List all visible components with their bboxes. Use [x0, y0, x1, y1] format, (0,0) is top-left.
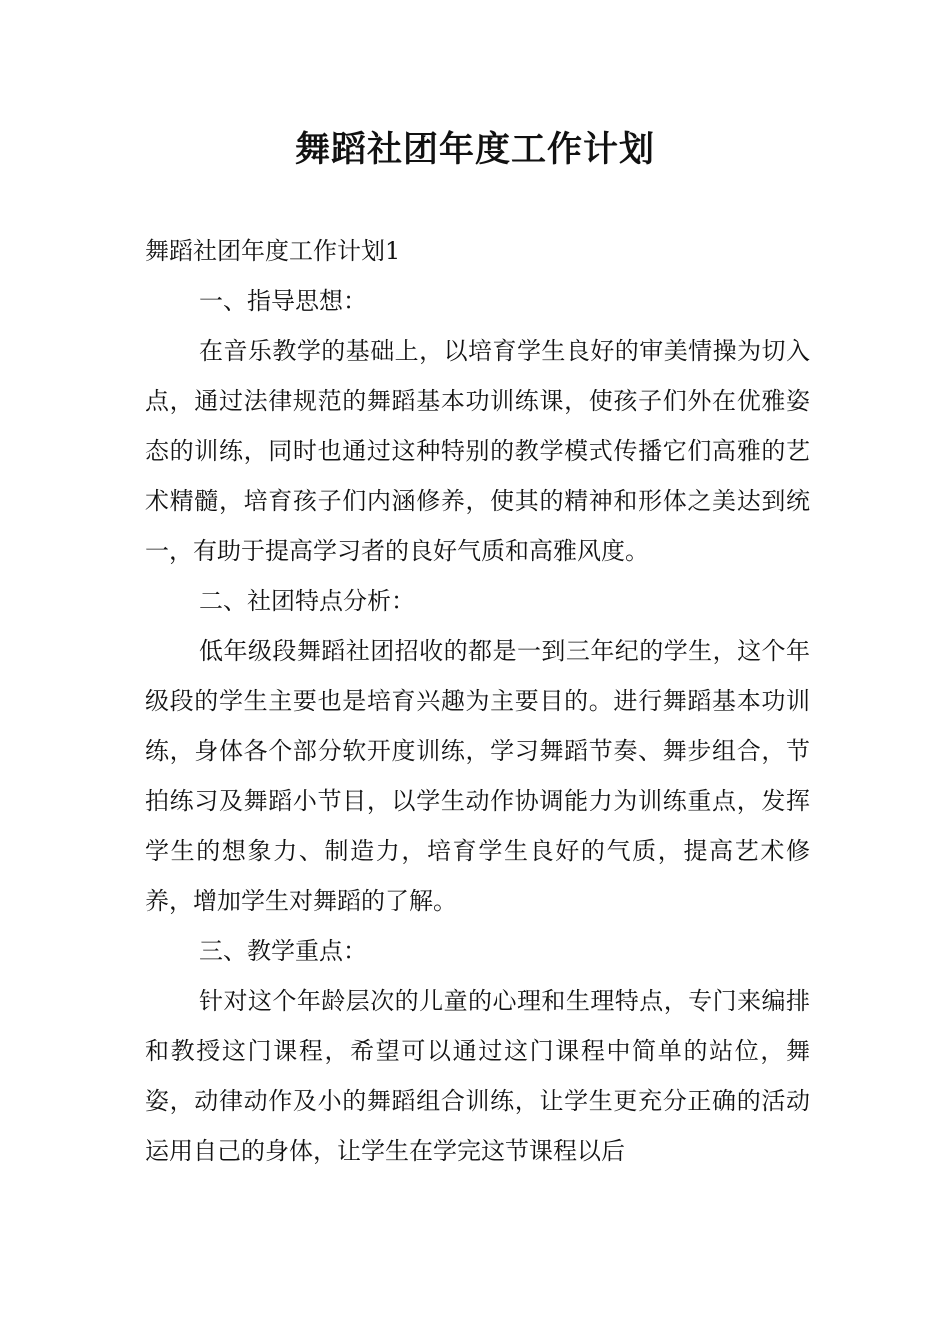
section-paragraph-guiding-ideology: 在音乐教学的基础上，以培育学生良好的审美情操为切入点，通过法律规范的舞蹈基本功训练课，使孩子们外在优雅姿态的训练，同时也通过这种特别的教学模式传播它们高雅的艺术精髓，培育孩子们内涵修养，使其的精神和形体之美达到统一，有助于提高学习者的良好气质和高雅风度。 [145, 337, 810, 565]
section-paragraph-club-analysis: 低年级段舞蹈社团招收的都是一到三年纪的学生，这个年级段的学生主要也是培育兴趣为主要目的。进行舞蹈基本功训练，身体各个部分软开度训练，学习舞蹈节奏、舞步组合，节拍练习及舞蹈小节目，以学生动作协调能力为训练重点，发挥学生的想象力、制造力，培育学生良好的气质，提高艺术修养，增加学生对舞蹈的了解。 [145, 637, 810, 915]
section-heading-guiding-ideology: 一、指导思想： [199, 287, 367, 315]
plan-subtitle: 舞蹈社团年度工作计划1 [145, 237, 401, 265]
section-heading-teaching-focus: 三、教学重点： [199, 937, 367, 965]
section-heading-club-analysis: 二、社团特点分析： [199, 587, 415, 615]
document-body [145, 226, 810, 1176]
section-paragraph-teaching-focus: 针对这个年龄层次的儿童的心理和生理特点，专门来编排和教授这门课程，希望可以通过这门课程中简单的站位，舞姿，动律动作及小的舞蹈组合训练，让学生更充分正确的活动运用自己的身体，让学生在学完这节课程以后 [145, 987, 810, 1165]
document-title: 舞蹈社团年度工作计划 [294, 130, 655, 170]
